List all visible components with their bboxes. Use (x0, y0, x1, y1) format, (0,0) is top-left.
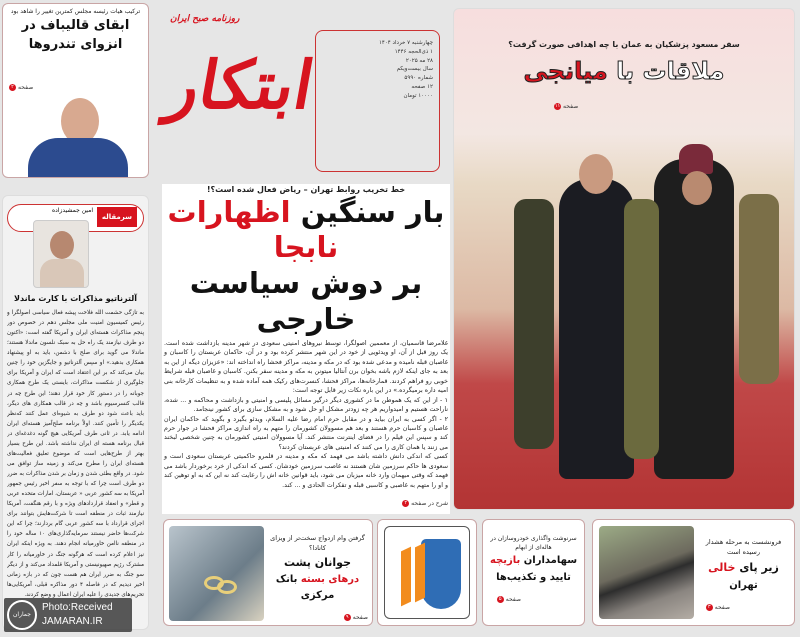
page-ref (497, 596, 521, 603)
page-label: صفحه (714, 603, 730, 611)
page-number-badge: ۲ (9, 84, 16, 91)
bottom-headline-1: جوانان پشت (283, 555, 352, 569)
headline-part: بانک مرکزی (275, 573, 335, 601)
page-number-badge: ۲ (402, 500, 409, 507)
bottom-story-bank[interactable] (163, 519, 373, 626)
iran-khodro-logo-box (377, 519, 477, 626)
page-ref (9, 84, 33, 91)
top-left-kicker: ترکیب هیات رئیسه مجلس کمترین تغییر را شاهد بود (10, 8, 141, 15)
date-hijri: ۱ ذی‌الحجه ۱۴۴۶ (394, 48, 433, 55)
page-label: صفحه (563, 103, 579, 110)
photo-subsidence (599, 526, 694, 619)
headline-highlight: بازیچه (489, 555, 521, 566)
page-ref (554, 103, 578, 110)
page-ref (706, 604, 730, 611)
date-gregorian: ۲۸ مه ۲۰۲۵ (405, 57, 433, 64)
headline-part: بار سنگین (290, 195, 445, 229)
lead-headline-line2: بر دوش سیاست خارجی (189, 266, 423, 336)
continued-link[interactable] (402, 500, 448, 507)
headline-highlight: میانجی (523, 57, 608, 85)
jamaran-logo: جماران (7, 600, 37, 630)
headline-highlight: درهای بسته (297, 573, 360, 585)
bottom-headline-1 (486, 552, 581, 570)
page-number-badge: ۵ (497, 596, 504, 603)
lead-paragraph: ۱ - از این که یک هموطن ما در کشوری دیگر درگیر مسائل پلیسی و امنیتی و بازداشت و محاکمه و ... شده، ناراحت هستیم و امیدواریم هر چه زودتر مشکل او حل شود و به مشکل سازی برای کشور نینجامد. (164, 396, 448, 414)
headline-part: سهامداران (520, 555, 578, 566)
page-count: ۱۲ صفحه (411, 83, 433, 90)
date-box (315, 30, 440, 172)
page-number-badge: ۳ (706, 604, 713, 611)
bottom-story-automakers[interactable] (482, 519, 585, 626)
editorial-body: به تازگی حشمت الله فلاحت پیشه فعال سیاسی اصولگرا و رئیس کمیسیون امنیت ملی مجلس دهم در خصوص دور پنجم مذاکرات هسته‌ای ایران و آمریکا گفته است: «اکنون دو طرف نیازمند یک راه حل به سبک نلسون ماندلا هستند؛ ماندلا می گوید برای صلح با دشمن، باید به او پیشنهاد همکاری بدهید.» او سپس آلترناتیو و جایگزین خود را چنین بیان می‌کند که بر این اعتقاد است که ایران و آمریکا برای جلوگیری از شکست مذاکرات، بایستی یک طرح همکاری جوبانه را در دستور کار خود قرار دهند؛ این طرح چه در قالب کنسرسیوم باشد و چه در قالب همکاری های دیگر، باید باعث شود دو طرف به شیوه‌ای عمل کنند که‌نظر یکدیگر را تأمین کنند. اولاً برنامه صلح‌آمیز هسته‌ای ایران ادامه یابد. در ثانی طرف آمریکایی هیچ گونه دغدغه‌ای در قبال برنامه هسته ای ایران نداشته باشد. این طرح بسیار بهتر از طرح‌هایی است که موضوع تعلیق فعالیت‌های هسته‌ای ایران را مطرح می‌کند و زمینه ساز توافق می شود. در واقع بطئی شدن و زمان بر شدن مذاکرات به ضرر دو طرف است چرا که با توجه به سفر اخیر رئیس جمهور آمریکا به سه کشور عربی « عربستان، امارات متحده عربی و قطر» و انعقاد قراردادهای ویژه و با رقم هنگفت، آمریکا نیازمند ثبات در منطقه است تا شرکت‌هایش بتوانند برای اجرای قرارداد با سه کشور عربی گام بردارند؛ چرا که این شرکت‌ها حاضر نیستند سرمایه‌گذاری‌های ۱۰ ساله خود را در منطقه ناامن خاورمیانه انجام دهند. به ویژه اینکه ایران نیز اعلام کرده است که هرگونه جنگ در خاورمیانه را کار مشترک رژیم صهیونیستی و آمریکا قلمداد می‌کند و از دیگر سو جنگ به ضرر ایران هم هست چون که در بازه زمانی اخیر دیدیم که در فاصله ۴ دور مذاکره قبلی، آمریکایی‌ها تحریم‌های جدیدی را علیه ایران اعمال و وضع کردند. (7, 310, 144, 598)
top-left-headline-2: انزوای تندروها (28, 37, 123, 52)
bottom-kicker: سرنوشت واگذاری خودروسازان در هاله‌ای از ابهام (490, 535, 577, 551)
editorial-author: امین جمشیدزاده (51, 207, 93, 214)
page-ref (344, 614, 368, 621)
watermark-line2: JAMARAN.IR (42, 616, 103, 627)
date-persian: چهارشنبه ۷ خرداد ۱۴۰۴ (378, 40, 433, 46)
bottom-kicker: گرفتن وام ازدواج سخت‌تر از ویزای کانادا؟ (270, 534, 365, 552)
author-photo (33, 220, 89, 288)
bottom-headline-1 (697, 558, 790, 578)
lead-paragraph: ۲ - اگر کسی به ایران بیاید و در مقابل حرم امام رضا علیه السلام، ویدئو بگیرد و بگوید که حاکمان ایران غاصبان و کاسبان حرم هستند و بعد هم مسوولان کشورمان را متهم به راه اندازی مراکز فحشا در جوار حرم کند و سپس این فیلم را در فضای اینترنت منتشر کند. آیا مسوولان امنیتی کشورمان به چنین شخصی لبخند می زنند یا همان کاری را می کنند که امنیتی های عربستان کردند؟ (164, 415, 448, 451)
top-left-headline-1: ابقای قالیباف در (21, 18, 130, 33)
lead-paragraph: غلامرضا قاسمیان، از معممین اصولگرا، توسط نیروهای امنیتی سعودی در شهر مدینه بازداشت شده است. یک روز قبل از آن، او ویدئویی از خود در این شهر منتشر کرده بود و در آن، حاکمان عربستان را کاسبان و غاصبان قبله نامیده و مدعی شده بود که در مکه و مدینه، مراکز فحشا راه انداخته اند: «عزیزان دیگه از این به بعد به جای اینکه لازم باشه بخوان برن آنتالیا میتونن به مکه و مدینه سفر بکنن. کاسبان و غاصبان قبله شرایط خوبی رو فراهم کردند. قمارخانه‌ها، مراکز فحشا، کنسرت‌های رکیک همه آماده شده و به تنظیمات کارخانه بنی امیه داره برمیگرده.» در این باره نکات زیر قابل توجه است: (164, 340, 448, 395)
price: ۱۰۰۰۰ تومان (403, 92, 433, 99)
lead-story (162, 184, 450, 514)
headline-highlight: اظهارات نابجا (167, 195, 339, 264)
iran-khodro-logo (384, 526, 470, 619)
photo-money-rings (169, 526, 264, 621)
editorial-badge: سرمقاله (97, 207, 137, 227)
watermark (4, 598, 132, 632)
volume: سال بیست‌ویکم (396, 66, 433, 73)
editorial-title: آلترناتیو مذاکرات با کارت ماندلا (14, 294, 137, 303)
headline-part: زیر پای (735, 560, 779, 574)
bottom-story-subsidence[interactable] (592, 519, 795, 626)
bottom-kicker: فرونشست به مرحله هشدار رسیده است (705, 538, 782, 556)
bottom-headline-2 (267, 572, 368, 604)
top-left-story[interactable] (2, 3, 149, 178)
photo-ghalibaf (23, 94, 133, 178)
bottom-headline-2: تهران (729, 579, 758, 591)
continued-label: شرح در صفحه (411, 500, 448, 507)
top-right-kicker: سفر مسعود پزشکیان به عمان با چه اهدافی صورت گرفت؟ (508, 40, 740, 49)
editorial-column (2, 195, 149, 630)
headline-highlight: خالی (708, 560, 736, 574)
watermark-line1: Photo:Received (42, 602, 113, 613)
logo-tagline: روزنامه صبح ایران (170, 14, 240, 24)
page-label: صفحه (18, 84, 34, 91)
page-number-badge: ۱۱ (554, 103, 561, 109)
top-right-headline (454, 51, 794, 91)
lead-headline-line1 (162, 195, 450, 265)
newspaper-logo: ابتکار (161, 46, 320, 124)
page-label: صفحه (352, 613, 368, 621)
masthead (160, 0, 452, 185)
news-photo-leaders (474, 149, 784, 489)
issue-number: شماره ۵۹۹۰ (404, 75, 433, 82)
lead-kicker: خط تخریب روابط تهران – ریاض فعال شده است؟! (206, 185, 406, 194)
headline-part: ملاقات با (607, 57, 725, 85)
top-right-story[interactable] (453, 8, 795, 510)
lead-paragraph: کسی که اندکی دانش داشته باشد می فهمد که مکه و مدینه در قلمرو حاکمیتی عربستان سعودی است و سعودی ها حاکم سرزمین شان هستند نه غاصب سرزمین خودشان. کسی که اندکی از خرد برخوردار باشد می فهمد که وقتی میهمان وارد خانه میزبان می شود، باید قوانین خانه اش را رعایت کند نه این که به او توهین کند و او را متهم به غاصبی و کاسبی قبله و تفکرات الحادی و ... کند. (164, 453, 448, 489)
page-number-badge: ۹ (344, 614, 351, 621)
bottom-headline-2: تایید و تکذیب‌ها (496, 572, 571, 583)
page-label: صفحه (505, 596, 521, 603)
